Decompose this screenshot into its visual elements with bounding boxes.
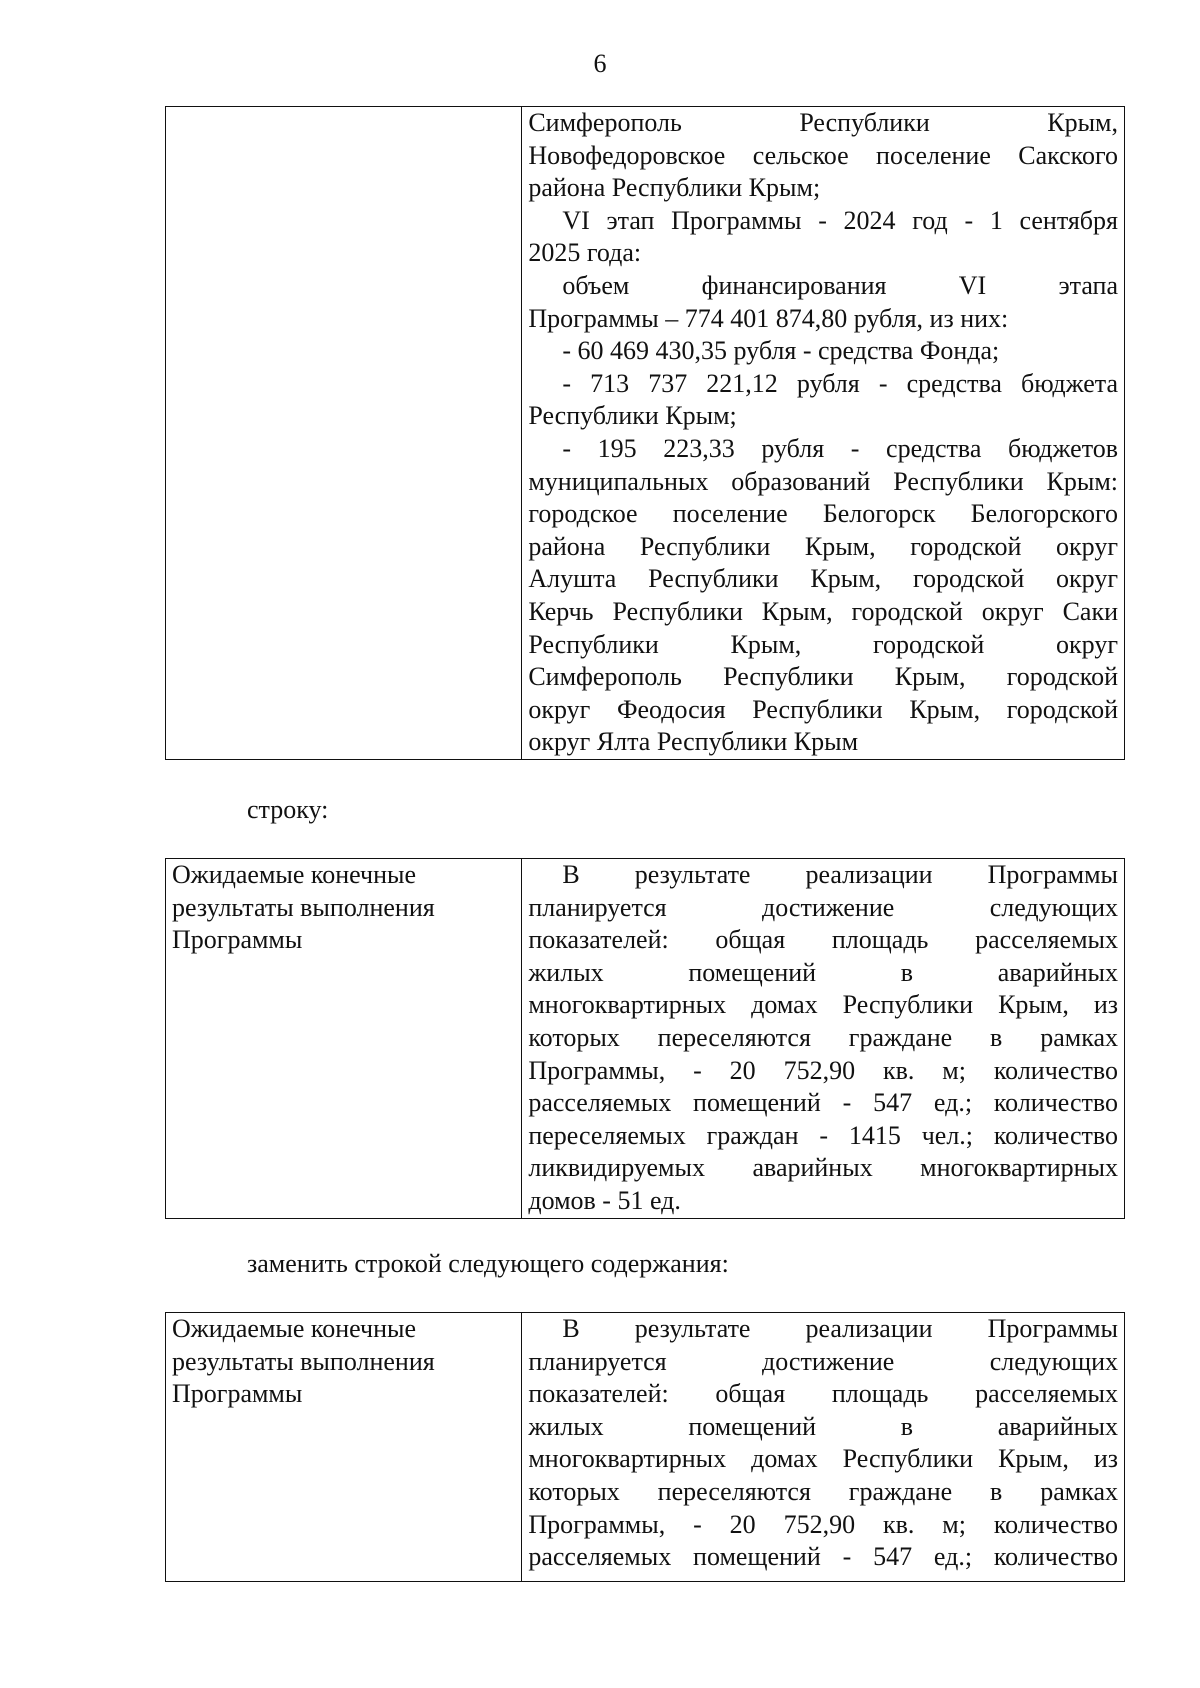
text-line: Программы, - 20 752,90 кв. м; количество <box>528 1055 1118 1085</box>
text-line: Керчь Республики Крым, городской округ Саки <box>528 596 1118 626</box>
label-line: результаты выполнения <box>172 892 435 922</box>
label-line: Программы <box>172 925 303 955</box>
text-line: муниципальных образований Республики Крым: <box>528 466 1118 496</box>
text-line: - 713 737 221,12 рубля - средства бюджета <box>562 368 1118 398</box>
text-line: Республики Крым, городской округ <box>528 629 1118 659</box>
table-row <box>166 859 1125 1219</box>
text-line: Симферополь Республики Крым, городской <box>528 662 1118 692</box>
page-number: 6 <box>593 49 607 78</box>
table-cell-label <box>166 1313 522 1582</box>
text-line: планируется достижение следующих <box>528 892 1118 922</box>
text-line: объем финансирования VI этапа <box>562 270 1118 300</box>
text-line: расселяемых помещений - 547 ед.; количество <box>528 1088 1118 1118</box>
text-line: Новофедоровское сельское поселение Сакского <box>528 140 1118 170</box>
paragraph-replace-instruction: заменить строкой следующего содержания: <box>247 1249 729 1278</box>
text-line: жилых помещений в аварийных <box>528 957 1118 987</box>
label-line: Ожидаемые конечные <box>172 860 417 889</box>
text-line: которых переселяются граждане в рамках <box>528 1022 1118 1052</box>
table-cell-label <box>166 107 522 760</box>
table-cell-content <box>522 1313 1125 1582</box>
text-line: Республики Крым; <box>528 401 737 431</box>
text-line: района Республики Крым, городской округ <box>528 531 1118 561</box>
text-line: В результате реализации Программы <box>562 860 1118 889</box>
text-line: многоквартирных домах Республики Крым, из <box>528 990 1118 1020</box>
text-line: - 60 469 430,35 рубля - средства Фонда; <box>562 336 1000 366</box>
text-line: Симферополь Республики Крым, <box>528 108 1118 137</box>
text-line: В результате реализации Программы <box>562 1314 1118 1343</box>
text-line: ликвидируемых аварийных многоквартирных <box>528 1153 1118 1183</box>
new-results-table <box>165 1312 1125 1582</box>
text-line: - 195 223,33 рубля - средства бюджетов <box>562 433 1118 463</box>
paragraph-row-reference: строку: <box>247 795 329 824</box>
text-line: городское поселение Белогорск Белогорского <box>528 499 1118 529</box>
text-line: Программы, - 20 752,90 кв. м; количество <box>528 1509 1118 1539</box>
text-line: показателей: общая площадь расселяемых <box>528 925 1118 955</box>
table-cell-label <box>166 859 522 1219</box>
text-line: домов - 51 ед. <box>528 1185 681 1215</box>
text-line: Алушта Республики Крым, городской округ <box>528 564 1118 594</box>
text-line: Программы – 774 401 874,80 рубля, из них: <box>528 303 1009 333</box>
table-cell-content <box>522 107 1125 760</box>
text-line: 2025 года: <box>528 238 642 268</box>
text-line: планируется достижение следующих <box>528 1346 1118 1376</box>
text-line: многоквартирных домах Республики Крым, из <box>528 1444 1118 1474</box>
text-line: расселяемых помещений - 547 ед.; количество <box>528 1542 1118 1572</box>
text-line: района Республики Крым; <box>528 173 821 203</box>
label-line: Программы <box>172 1379 303 1409</box>
table-row <box>166 107 1125 760</box>
table-cell-content <box>522 859 1125 1219</box>
text-line: VI этап Программы - 2024 год - 1 сентября <box>562 205 1118 235</box>
old-results-table <box>165 858 1125 1219</box>
text-line: переселяемых граждан - 1415 чел.; количество <box>528 1120 1118 1150</box>
table-row <box>166 1313 1125 1582</box>
text-line: жилых помещений в аварийных <box>528 1411 1118 1441</box>
text-line: которых переселяются граждане в рамках <box>528 1476 1118 1506</box>
text-line: округ Ялта Республики Крым <box>528 727 859 757</box>
label-line: Ожидаемые конечные <box>172 1314 417 1343</box>
text-line: показателей: общая площадь расселяемых <box>528 1379 1118 1409</box>
funding-table <box>165 106 1125 760</box>
text-line: округ Феодосия Республики Крым, городской <box>528 694 1118 724</box>
label-line: результаты выполнения <box>172 1346 435 1376</box>
